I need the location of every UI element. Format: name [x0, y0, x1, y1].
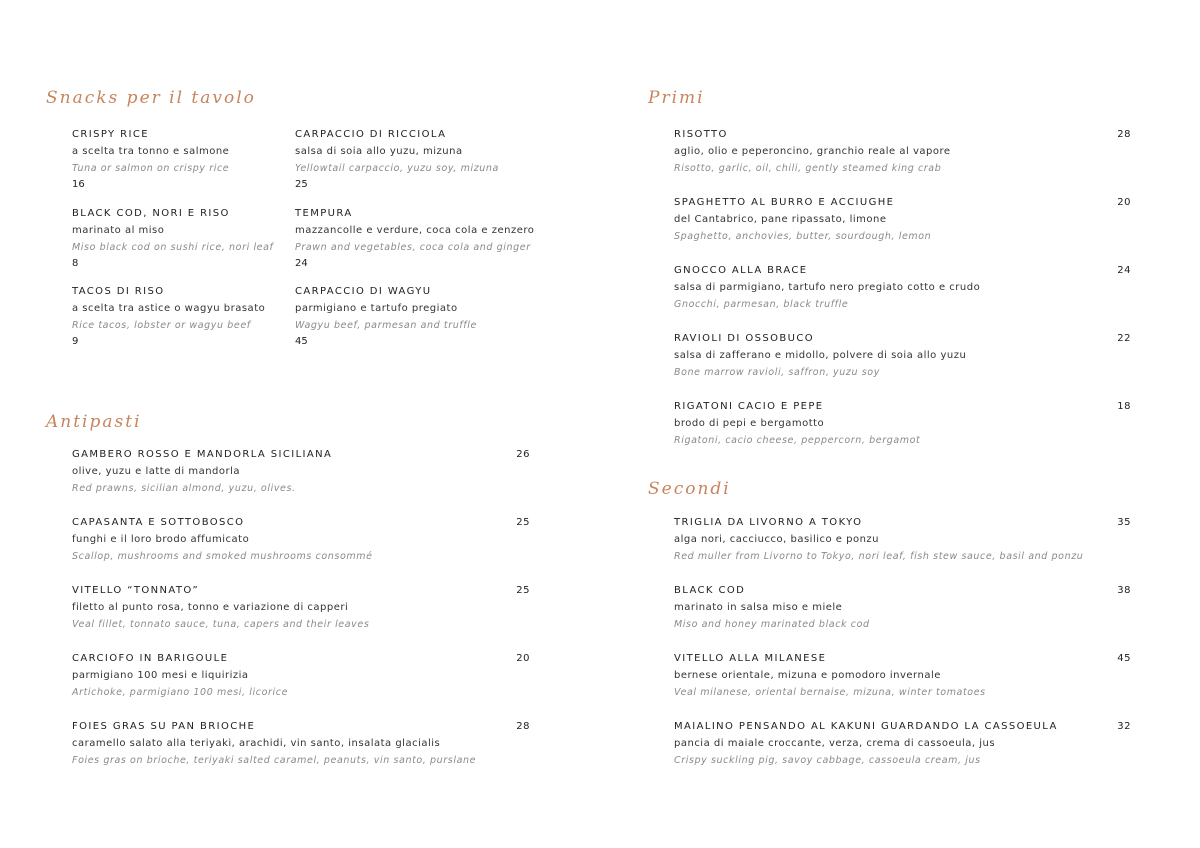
- item-description: caramello salato alla teriyaki, arachidi, vin santo, insalata glacialis: [72, 738, 441, 749]
- item-name: VITELLO ALLA MILANESE: [674, 653, 827, 664]
- item-name: GAMBERO ROSSO E MANDORLA SICILIANA: [72, 449, 333, 460]
- item-price: 35: [1117, 517, 1131, 528]
- item-name: CARCIOFO IN BARIGOULE: [72, 653, 229, 664]
- item-price: 45: [295, 336, 308, 347]
- item-translation: Artichoke, parmigiano 100 mesi, licorice: [72, 687, 289, 698]
- item-name: CARPACCIO DI WAGYU: [295, 286, 432, 297]
- item-price: 45: [1117, 653, 1131, 664]
- item-price: 28: [1117, 129, 1131, 140]
- item-name: BLACK COD, NORI E RISO: [72, 208, 230, 219]
- section-heading-antipasti: Antipasti: [46, 412, 142, 432]
- section-heading-secondi: Secondi: [648, 479, 731, 499]
- item-translation: Yellowtail carpaccio, yuzu soy, mizuna: [295, 163, 499, 174]
- item-description: parmigiano 100 mesi e liquirizia: [72, 670, 249, 681]
- item-translation: Miso and honey marinated black cod: [674, 619, 870, 630]
- menu-item-carpaccio-di-wagyu: [295, 285, 477, 349]
- item-translation: Spaghetto, anchovies, butter, sourdough, lemon: [674, 231, 932, 242]
- item-description: alga nori, cacciucco, basilico e ponzu: [674, 534, 880, 545]
- menu-item-capasanta: [72, 516, 530, 564]
- item-description: salsa di soia allo yuzu, mizuna: [295, 146, 463, 157]
- item-translation: Risotto, garlic, oil, chili, gently steamed king crab: [674, 163, 942, 174]
- item-description: del Cantabrico, pane ripassato, limone: [674, 214, 887, 225]
- item-description: marinato al miso: [72, 225, 165, 236]
- item-name: RAVIOLI DI OSSOBUCO: [674, 333, 815, 344]
- item-description: parmigiano e tartufo pregiato: [295, 303, 458, 314]
- item-price: 20: [516, 653, 530, 664]
- item-price: 25: [295, 179, 308, 190]
- item-description: aglio, olio e peperoncino, granchio reale al vapore: [674, 146, 951, 157]
- item-description: funghi e il loro brodo affumicato: [72, 534, 250, 545]
- item-price: 25: [516, 517, 530, 528]
- item-description: marinato in salsa miso e miele: [674, 602, 843, 613]
- item-price: 26: [516, 449, 530, 460]
- item-price: 8: [72, 258, 79, 269]
- menu-item-maialino: [674, 720, 1131, 768]
- item-translation: Bone marrow ravioli, saffron, yuzu soy: [674, 367, 880, 378]
- item-price: 24: [295, 258, 308, 269]
- menu-item-rigatoni: [674, 400, 1131, 448]
- item-price: 28: [516, 721, 530, 732]
- item-price: 24: [1117, 265, 1131, 276]
- item-translation: Tuna or salmon on crispy rice: [72, 163, 230, 174]
- menu-item-vitello-tonnato: [72, 584, 530, 632]
- item-name: BLACK COD: [674, 585, 746, 596]
- item-name: MAIALINO PENSANDO AL KAKUNI GUARDANDO LA CASSOEULA: [674, 721, 1058, 732]
- menu-item-spaghetto: [674, 196, 1131, 244]
- item-translation: Foies gras on brioche, teriyaki salted caramel, peanuts, vin santo, purslane: [72, 755, 477, 766]
- item-translation: Miso black cod on sushi rice, nori leaf: [72, 242, 274, 253]
- item-price: 25: [516, 585, 530, 596]
- item-price: 18: [1117, 401, 1131, 412]
- item-price: 38: [1117, 585, 1131, 596]
- item-translation: Red muller from Livorno to Tokyo, nori leaf, fish stew sauce, basil and ponzu: [674, 551, 1084, 562]
- menu-item-black-cod-nori-riso: [72, 207, 274, 271]
- item-name: RIGATONI CACIO E PEPE: [674, 401, 824, 412]
- item-description: mazzancolle e verdure, coca cola e zenzero: [295, 225, 535, 236]
- item-description: salsa di zafferano e midollo, polvere di soia allo yuzu: [674, 350, 967, 361]
- item-description: pancia di maiale croccante, verza, crema di cassoeula, jus: [674, 738, 996, 749]
- item-translation: Gnocchi, parmesan, black truffle: [674, 299, 849, 310]
- menu-item-gnocco: [674, 264, 1131, 312]
- item-description: brodo di pepi e bergamotto: [674, 418, 825, 429]
- item-price: 22: [1117, 333, 1131, 344]
- item-price: 9: [72, 336, 79, 347]
- item-price: 20: [1117, 197, 1131, 208]
- item-translation: Crispy suckling pig, savoy cabbage, cassoeula cream, jus: [674, 755, 981, 766]
- menu-item-vitello-milanese: [674, 652, 1131, 700]
- menu-item-triglia: [674, 516, 1131, 564]
- item-name: SPAGHETTO AL BURRO E ACCIUGHE: [674, 197, 895, 208]
- menu-item-tacos-di-riso: [72, 285, 265, 349]
- item-translation: Veal fillet, tonnato sauce, tuna, capers and their leaves: [72, 619, 370, 630]
- item-translation: Wagyu beef, parmesan and truffle: [295, 320, 477, 331]
- item-name: CRISPY RICE: [72, 129, 149, 140]
- menu-item-foies-gras: [72, 720, 530, 768]
- item-price: 32: [1117, 721, 1131, 732]
- item-translation: Red prawns, sicilian almond, yuzu, olives.: [72, 483, 296, 494]
- item-name: CAPASANTA E SOTTOBOSCO: [72, 517, 245, 528]
- item-description: olive, yuzu e latte di mandorla: [72, 466, 241, 477]
- menu-item-gambero-rosso: [72, 448, 530, 496]
- menu-item-ravioli: [674, 332, 1131, 380]
- menu-item-carciofo: [72, 652, 530, 700]
- item-translation: Rigatoni, cacio cheese, peppercorn, bergamot: [674, 435, 921, 446]
- menu-item-black-cod: [674, 584, 1131, 632]
- item-translation: Prawn and vegetables, coca cola and ginger: [295, 242, 531, 253]
- item-name: TACOS DI RISO: [72, 286, 165, 297]
- item-name: TRIGLIA DA LIVORNO A TOKYO: [674, 517, 863, 528]
- menu-item-crispy-rice: [72, 128, 229, 192]
- item-translation: Rice tacos, lobster or wagyu beef: [72, 320, 251, 331]
- section-heading-primi: Primi: [648, 88, 705, 108]
- item-translation: Veal milanese, oriental bernaise, mizuna, winter tomatoes: [674, 687, 986, 698]
- item-name: VITELLO “TONNATO”: [72, 585, 200, 596]
- menu-item-risotto: [674, 128, 1131, 176]
- item-name: CARPACCIO DI RICCIOLA: [295, 129, 447, 140]
- item-price: 16: [72, 179, 85, 190]
- item-description: bernese orientale, mizuna e pomodoro invernale: [674, 670, 941, 681]
- section-heading-snacks: Snacks per il tavolo: [46, 88, 256, 108]
- item-description: a scelta tra astice o wagyu brasato: [72, 303, 266, 314]
- item-name: TEMPURA: [295, 208, 353, 219]
- item-description: salsa di parmigiano, tartufo nero pregiato cotto e crudo: [674, 282, 981, 293]
- item-translation: Scallop, mushrooms and smoked mushrooms consommé: [72, 551, 373, 562]
- item-name: RISOTTO: [674, 129, 728, 140]
- item-name: GNOCCO ALLA BRACE: [674, 265, 808, 276]
- item-name: FOIES GRAS SU PAN BRIOCHE: [72, 721, 256, 732]
- menu-item-tempura: [295, 207, 534, 271]
- menu-item-carpaccio-di-ricciola: [295, 128, 499, 192]
- item-description: a scelta tra tonno e salmone: [72, 146, 230, 157]
- item-description: filetto al punto rosa, tonno e variazione di capperi: [72, 602, 349, 613]
